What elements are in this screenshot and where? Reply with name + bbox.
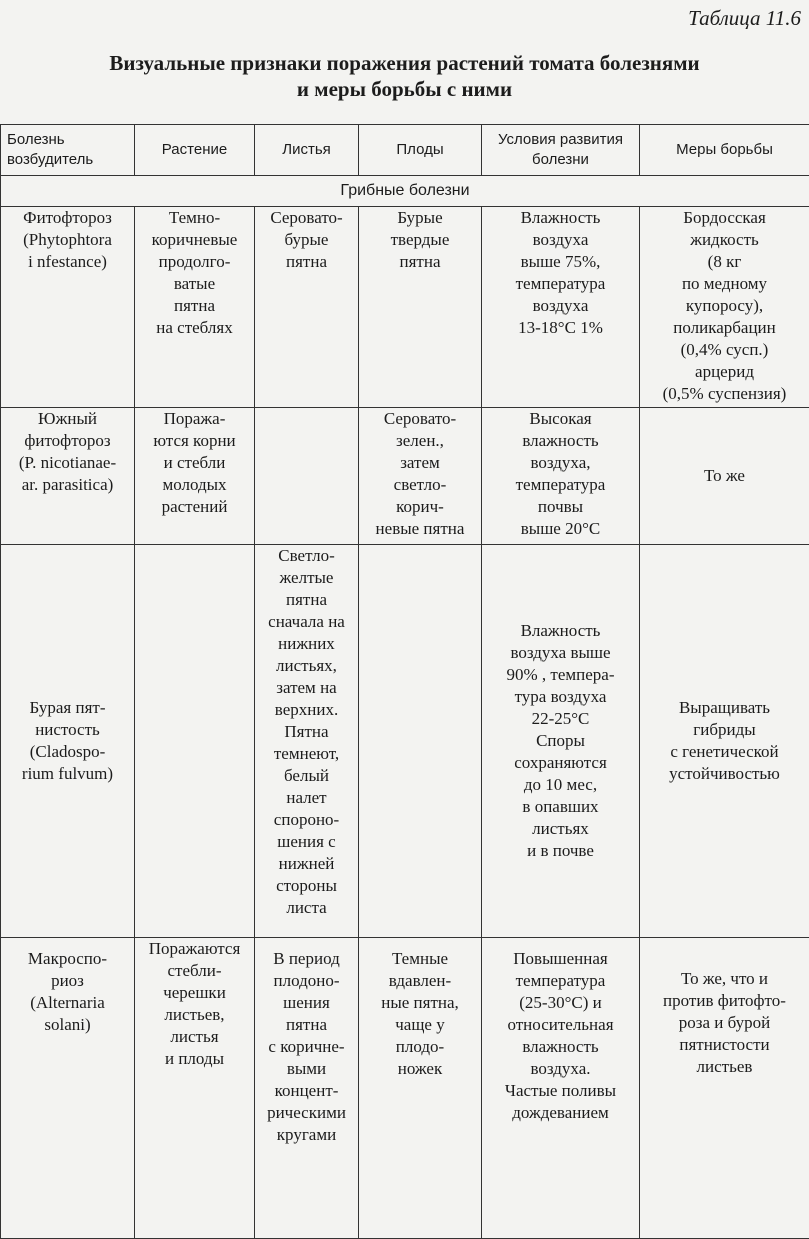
cell-fruits [359,545,482,938]
cell-text-line: Светло- [256,545,357,567]
cell-text-line: налет [256,787,357,809]
cell-text-line: устойчивостью [641,763,808,785]
cell-text-line: нистость [2,719,133,741]
cell-text-line: корич- [360,496,480,518]
cell-text-line: Частые поливы [483,1080,638,1102]
cell-text-line: в опавших [483,796,638,818]
cell-text-line: молодых [136,474,253,496]
cell-text-line: поликарбацин [641,317,808,339]
cell-text-line: плодоно- [256,970,357,992]
header-disease-line: Болезнь [7,130,133,150]
cell-text-line: температура [483,273,638,295]
cell-text-line: Темно- [136,207,253,229]
cell-text-line: Бурая пят- [2,697,133,719]
cell-disease [1,408,135,545]
cell-text-line: рическими [256,1102,357,1124]
cell-text-line: (Phytophtora [2,229,133,251]
cell-text-line: влажность [483,1036,638,1058]
cell-text-line: зелен., [360,430,480,452]
cell-text-line: (0,5% суспензия) [641,383,808,405]
cell-text-line: температура [483,970,638,992]
cell-text-line: листья [136,1026,253,1048]
cell-text-line: и стебли [136,452,253,474]
cell-text-line: пятнистости [641,1034,808,1056]
cell-text-line: и в почве [483,840,638,862]
cell-text-line: на стеблях [136,317,253,339]
cell-leaves [255,207,359,408]
cell-text-line: воздуха [483,229,638,251]
header-leaves-line: Листья [256,140,357,160]
cell-text-line: чаще у [360,1014,480,1036]
cell-text-line: относительная [483,1014,638,1036]
cell-text-line: концент- [256,1080,357,1102]
cell-text-line: кругами [256,1124,357,1146]
cell-text-line: (25-30°С) и [483,992,638,1014]
cell-text-line: невые пятна [360,518,480,540]
cell-text-line: роза и бурой [641,1012,808,1034]
cell-text-line: Пятна [256,721,357,743]
cell-text-line: воздуха. [483,1058,638,1080]
cell-conditions [482,207,640,408]
cell-text-line: Споры [483,730,638,752]
cell-text-line: верхних. [256,699,357,721]
header-disease [1,125,135,176]
cell-text-line: пятна [256,589,357,611]
cell-fruits [359,408,482,545]
cell-text-line: (0,4% сусп.) [641,339,808,361]
cell-text-line: твердые [360,229,480,251]
cell-text-line: с коричне- [256,1036,357,1058]
cell-disease [1,938,135,1239]
table-title-line-1: Визуальные признаки поражения растений томата болезнями [0,50,809,76]
cell-text-line: белый [256,765,357,787]
cell-conditions [482,938,640,1239]
cell-text-line: Бордосская [641,207,808,229]
cell-text-line: Макроспо- [2,948,133,970]
cell-plant [135,545,255,938]
cell-text-line: воздуха, [483,452,638,474]
cell-text-line: нижних [256,633,357,655]
cell-control [640,207,809,408]
cell-text-line: (Cladospo- [2,741,133,763]
cell-text-line: шения [256,992,357,1014]
cell-text-line: гибриды [641,719,808,741]
table-title-line-2: и меры борьбы с ними [0,76,809,102]
group-row [1,176,809,207]
header-disease-line: возбудитель [7,150,133,170]
cell-conditions [482,545,640,938]
cell-text-line: арцерид [641,361,808,383]
cell-text-line: темнеют, [256,743,357,765]
cell-text-line: пятна [136,295,253,317]
cell-text-line: против фитофто- [641,990,808,1012]
cell-text-line: нижней [256,853,357,875]
table-row [1,408,809,545]
header-fruits-line: Плоды [360,140,480,160]
cell-text-line: влажность [483,430,638,452]
cell-text-line: листьях [483,818,638,840]
cell-text-line: выше 75%, [483,251,638,273]
cell-text-line: воздуха [483,295,638,317]
cell-disease [1,207,135,408]
cell-text-line: светло- [360,474,480,496]
cell-text-line: затем [360,452,480,474]
cell-text-line: растений [136,496,253,518]
cell-text-line: шения с [256,831,357,853]
cell-plant [135,408,255,545]
cell-text-line: Влажность [483,620,638,642]
cell-text-line: (8 кг [641,251,808,273]
cell-text-line: вдавлен- [360,970,480,992]
cell-text-line: Бурые [360,207,480,229]
cell-leaves [255,545,359,938]
cell-text-line: (Alternaria [2,992,133,1014]
cell-text-line: 13-18°С 1% [483,317,638,339]
cell-control [640,545,809,938]
table-row [1,545,809,938]
cell-text-line: черешки [136,982,253,1004]
cell-text-line: Поражаются [136,938,253,960]
cell-text-line: по медному [641,273,808,295]
cell-text-line: Высокая [483,408,638,430]
cell-text-line: пятна [256,1014,357,1036]
header-control [640,125,809,176]
cell-plant [135,207,255,408]
cell-text-line: с генетической [641,741,808,763]
table-title [0,50,809,102]
cell-text-line: желтые [256,567,357,589]
header-conditions [482,125,640,176]
header-leaves [255,125,359,176]
cell-text-line: бурые [256,229,357,251]
cell-text-line: Южный [2,408,133,430]
cell-text-line: фитофтороз [2,430,133,452]
cell-text-line: пятна [256,251,357,273]
cell-text-line: Серовато- [360,408,480,430]
cell-text-line: solani) [2,1014,133,1036]
cell-text-line: листьев, [136,1004,253,1026]
diseases-table [0,124,809,1239]
cell-text-line: сначала на [256,611,357,633]
cell-text-line: Темные [360,948,480,970]
header-conditions-line: Условия развития [483,130,638,150]
cell-leaves [255,408,359,545]
table-number: Таблица 11.6 [688,6,801,31]
cell-text-line: 22-25°С [483,708,638,730]
cell-text-line: риоз [2,970,133,992]
cell-text-line: ar. parasitica) [2,474,133,496]
cell-text-line: Фитофтороз [2,207,133,229]
cell-text-line: выше 20°С [483,518,638,540]
cell-text-line: пятна [360,251,480,273]
cell-text-line: ные пятна, [360,992,480,1014]
cell-text-line: затем на [256,677,357,699]
cell-text-line: спороно- [256,809,357,831]
cell-text-line: То же [641,465,808,487]
cell-text-line: почвы [483,496,638,518]
cell-text-line: листа [256,897,357,919]
cell-text-line: и плоды [136,1048,253,1070]
cell-fruits [359,938,482,1239]
cell-leaves [255,938,359,1239]
cell-plant [135,938,255,1239]
cell-text-line: ются корни [136,430,253,452]
header-plant [135,125,255,176]
cell-text-line: воздуха выше [483,642,638,664]
cell-text-line: (P. nicotianae- [2,452,133,474]
cell-text-line: стебли- [136,960,253,982]
table-row [1,207,809,408]
cell-fruits [359,207,482,408]
cell-text-line: стороны [256,875,357,897]
group-label: Грибные болезни [1,176,809,207]
cell-text-line: дождеванием [483,1102,638,1124]
cell-text-line: жидкость [641,229,808,251]
cell-control [640,408,809,545]
cell-text-line: до 10 мес, [483,774,638,796]
header-plant-line: Растение [136,140,253,160]
cell-text-line: листьев [641,1056,808,1078]
table-header-row [1,125,809,176]
cell-text-line: продолго- [136,251,253,273]
cell-text-line: листьях, [256,655,357,677]
cell-text-line: rium fulvum) [2,763,133,785]
cell-text-line: Выращивать [641,697,808,719]
cell-text-line: ватые [136,273,253,295]
cell-text-line: температура [483,474,638,496]
cell-text-line: сохраняются [483,752,638,774]
header-fruits [359,125,482,176]
cell-conditions [482,408,640,545]
cell-text-line: 90% , темпера- [483,664,638,686]
header-conditions-line: болезни [483,150,638,170]
cell-text-line: тура воздуха [483,686,638,708]
cell-text-line: Поража- [136,408,253,430]
header-control-line: Меры борьбы [641,140,808,160]
cell-control [640,938,809,1239]
cell-text-line: плодо- [360,1036,480,1058]
cell-text-line: ножек [360,1058,480,1080]
cell-text-line: выми [256,1058,357,1080]
cell-text-line: Влажность [483,207,638,229]
cell-disease [1,545,135,938]
cell-text-line: То же, что и [641,968,808,990]
table-row [1,938,809,1239]
cell-text-line: В период [256,948,357,970]
cell-text-line: купоросу), [641,295,808,317]
cell-text-line: Серовато- [256,207,357,229]
cell-text-line: Повышенная [483,948,638,970]
cell-text-line: коричневые [136,229,253,251]
cell-text-line: i nfestance) [2,251,133,273]
